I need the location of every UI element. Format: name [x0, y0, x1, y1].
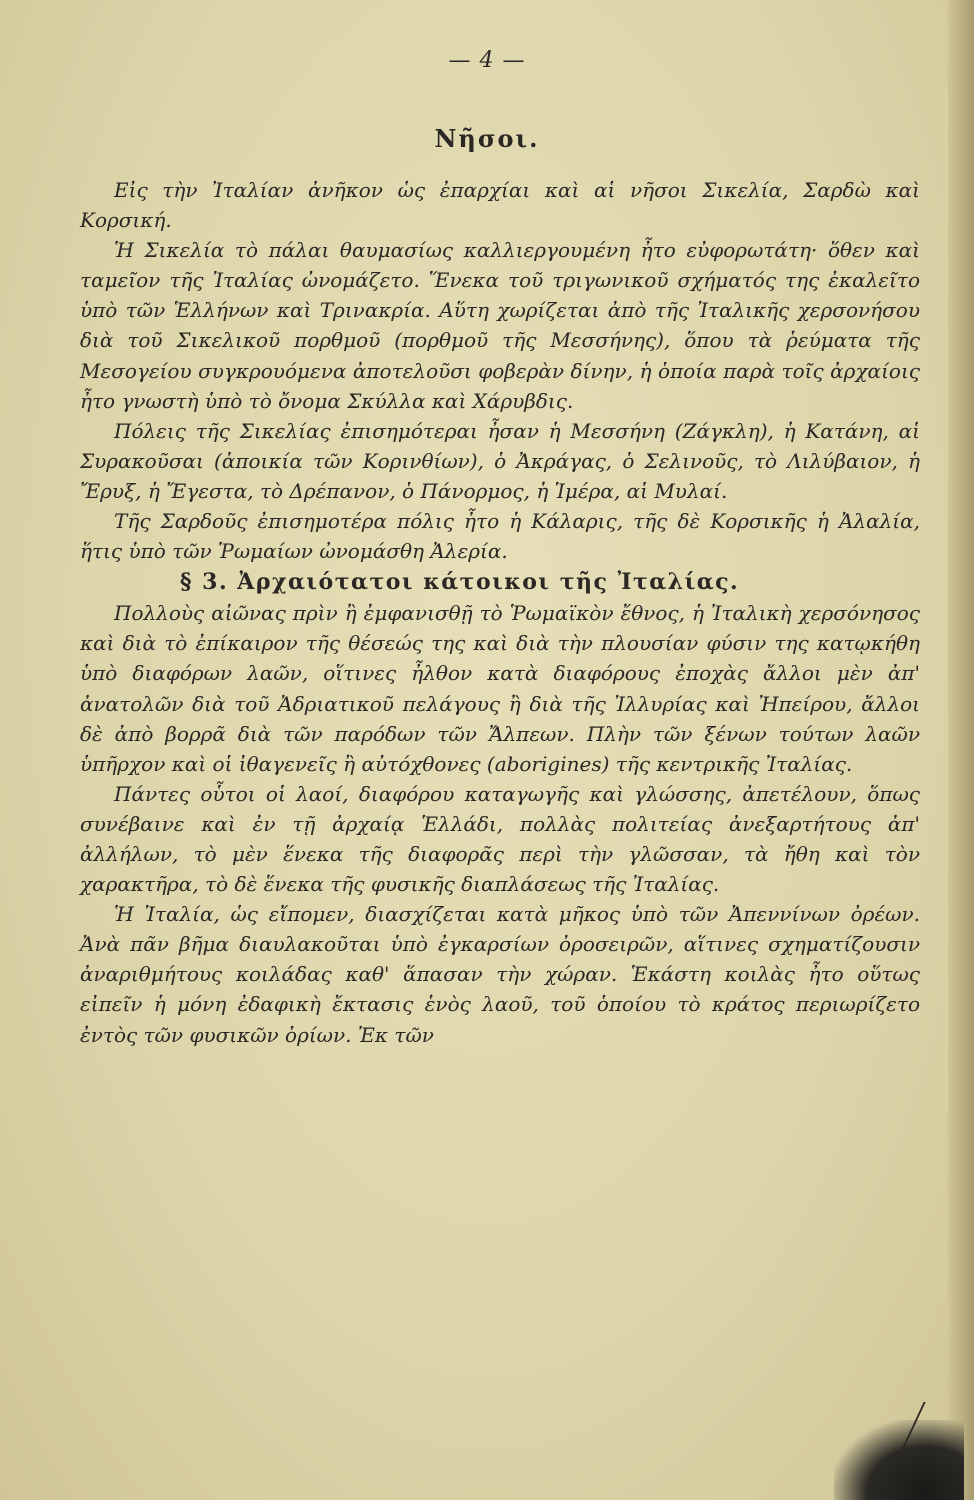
section-heading: § 3. Ἀρχαιότατοι κάτοικοι τῆς Ἰταλίας.	[180, 569, 740, 596]
paragraph: Πολλοὺς αἰῶνας πρὶν ἢ ἐμφανισθῇ τὸ Ῥωμαϊκὸν ἔθνος, ἡ Ἰταλικὴ χερσόνησος καὶ διὰ τὸ ἐπίκαιρον τῆς θέσεώς της καὶ διὰ τὴν πλουσίαν φύσιν της κατῳκήθη ὑπὸ διαφόρων λαῶν, οἵτινες ἦλθον κατὰ διαφόρους ἐποχὰς ἄλλοι μὲν ἀπ' ἀνατολῶν διὰ τοῦ Ἀδριατικοῦ πελάγους ἢ διὰ τῆς Ἰλλυρίας καὶ Ἠπείρου, ἄλλοι δὲ ἀπὸ βορρᾶ διὰ τῶν παρόδων τῶν Ἄλπεων. Πλὴν τῶν ξένων τούτων λαῶν ὑπῆρχον καὶ οἱ ἰθαγενεῖς ἢ αὐτόχθονες (aborigines) τῆς κεντρικῆς Ἰταλίας.	[80, 601, 920, 776]
paragraph: Τῆς Σαρδοῦς ἐπισημοτέρα πόλις ἦτο ἡ Κάλαρις, τῆς δὲ Κορσικῆς ἡ Ἀλαλία, ἥτις ὑπὸ τῶν Ῥωμαίων ὠνομάσθη Ἀλερία.	[80, 509, 920, 564]
page-number: — 4 —	[448, 48, 526, 73]
paragraph: Πάντες οὗτοι οἱ λαοί, διαφόρου καταγωγῆς καὶ γλώσσης, ἀπετέλουν, ὅπως συνέβαινε καὶ ἐν τῇ ἀρχαίᾳ Ἑλλάδι, πολλὰς πολιτείας ἀνεξαρτήτους ἀπ' ἀλλήλων, τὸ μὲν ἕνεκα τῆς διαφορᾶς περὶ τὴν γλῶσσαν, τὰ ἤθη καὶ τὸν χαρακτῆρα, τὸ δὲ ἕνεκα τῆς φυσικῆς διαπλάσεως τῆς Ἰταλίας.	[80, 781, 920, 897]
text-body	[80, 175, 920, 1050]
paragraph: Ἡ Ἰταλία, ὡς εἴπομεν, διασχίζεται κατὰ μῆκος ὑπὸ τῶν Ἀπεννίνων ὀρέων. Ἀνὰ πᾶν βῆμα διαυλακοῦται ὑπὸ ἐγκαρσίων ὀροσειρῶν, αἵτινες σχηματίζουσιν ἀναριθμήτους κοιλάδας καθ' ἅπασαν τὴν χώραν. Ἑκάστη κοιλὰς ἦτο οὕτως εἰπεῖν ἡ μόνη ἐδαφικὴ ἔκτασις ἑνὸς λαοῦ, τοῦ ὁποίου τὸ κράτος περιωρίζετο ἐντὸς τῶν φυσικῶν ὁρίων. Ἐκ τῶν	[80, 902, 920, 1047]
corner-stain	[834, 1420, 964, 1500]
page-edge	[948, 0, 974, 1500]
page-title: Νῆσοι.	[434, 124, 540, 153]
paragraph: Ἡ Σικελία τὸ πάλαι θαυμασίως καλλιεργουμένη ἦτο εὐφορωτάτη· ὅθεν καὶ ταμεῖον τῆς Ἰταλίας ὠνομάζετο. Ἕνεκα τοῦ τριγωνικοῦ σχήματός της ἐκαλεῖτο ὑπὸ τῶν Ἑλλήνων καὶ Τρινακρία. Αὕτη χωρίζεται ἀπὸ τῆς Ἰταλικῆς χερσονήσου διὰ τοῦ Σικελικοῦ πορθμοῦ (πορθμοῦ τῆς Μεσσήνης), ὅπου τὰ ῥεύματα τῆς Μεσογείου συγκρουόμενα ἀποτελοῦσι φοβερὰν δίνην, ἡ ὁποία παρὰ τοῖς ἀρχαίοις ἦτο γνωστὴ ὑπὸ τὸ ὄνομα Σκύλλα καὶ Χάρυβδις.	[80, 238, 920, 413]
paragraph: Πόλεις τῆς Σικελίας ἐπισημότεραι ἦσαν ἡ Μεσσήνη (Ζάγκλη), ἡ Κατάνη, αἱ Συρακοῦσαι (ἀποικία τῶν Κορινθίων), ὁ Ἀκράγας, ὁ Σελινοῦς, τὸ Λιλύβαιον, ἡ Ἔρυξ, ἡ Ἔγεστα, τὸ Δρέπανον, ὁ Πάνορμος, ἡ Ἱμέρα, αἱ Μυλαί.	[80, 418, 920, 503]
paragraph: Εἰς τὴν Ἰταλίαν ἀνῆκον ὡς ἐπαρχίαι καὶ αἱ νῆσοι Σικελία, Σαρδὼ καὶ Κορσική.	[80, 178, 920, 233]
